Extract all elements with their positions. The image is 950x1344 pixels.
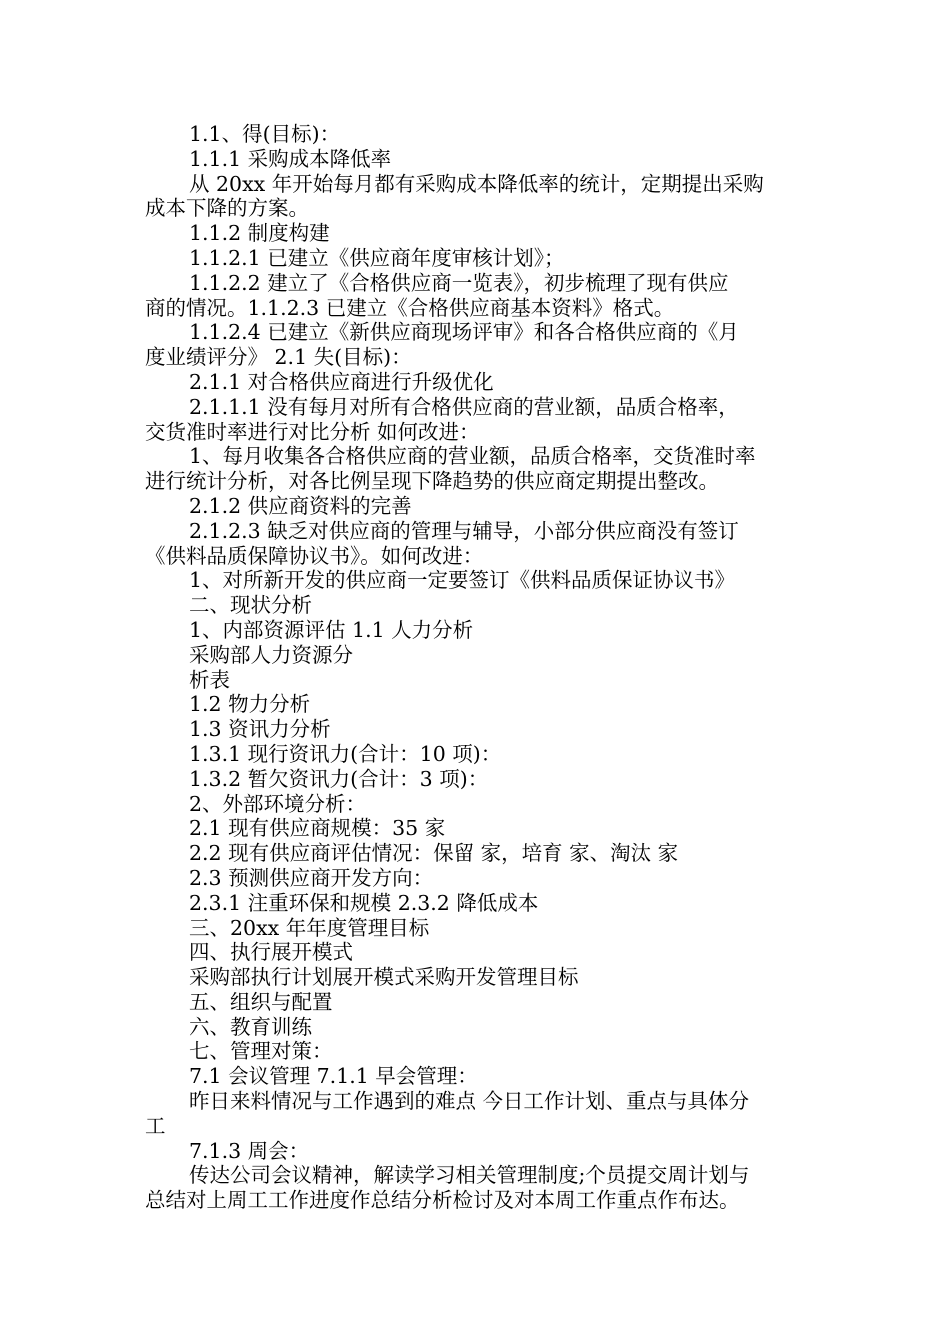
text-line: 1.1、得(目标)： [189,122,341,146]
text-line: 1、对所新开发的供应商一定要签订《供料品质保证协议书》 [189,568,736,593]
text-line: 二、现状分析 [189,593,312,618]
text-line: 2.1.2.3 缺乏对供应商的管理与辅导，小部分供应商没有签订 [189,518,739,543]
text-line: 2.3 预测供应商开发方向： [189,865,434,890]
text-line: 2.1.1 对合格供应商进行升级优化 [189,369,494,394]
text-line: 六、教育训练 [189,1014,312,1039]
text-line: 传达公司会议精神，解读学习相关管理制度;个员提交周计划与 [189,1163,750,1188]
text-line: 2.2 现有供应商评估情况：保留 家，培育 家、淘汰 家 [189,841,679,866]
text-line: 成本下降的方案。 [145,196,309,221]
text-line: 商的情况。1.1.2.3 已建立《合格供应商基本资料》格式。 [145,295,675,320]
text-line: 1.1.2 制度构建 [189,221,330,246]
document-body [145,122,815,1213]
text-line: 1.3.2 暂欠资讯力(合计：3 项)： [189,766,489,791]
text-line: 2.3.1 注重环保和规模 2.3.2 降低成本 [189,890,539,915]
text-line: 2.1 现有供应商规模：35 家 [189,816,446,841]
text-line: 采购部执行计划展开模式采购开发管理目标 [189,965,579,990]
text-line: 四、执行展开模式 [189,940,353,965]
text-line: 1、内部资源评估 1.1 人力分析 [189,617,474,642]
text-line: 2、外部环境分析： [189,791,367,816]
text-line: 进行统计分析，对各比例呈现下降趋势的供应商定期提出整改。 [145,469,719,494]
text-line: 五、组织与配置 [189,989,333,1014]
text-line: 析表 [189,667,230,692]
text-line: 度业绩评分》 2.1 失(目标)： [145,345,412,370]
text-line: 七、管理对策： [189,1039,333,1064]
text-line: 2.1.2 供应商资料的完善 [189,493,412,518]
text-line: 1.2 物力分析 [189,692,311,717]
text-line: 《供料品质保障协议书》。如何改进： [145,543,484,568]
text-line: 交货准时率进行对比分析 如何改进： [145,419,480,444]
text-line: 工 [145,1113,166,1138]
text-line: 总结对上周工工作进度作总结分析检讨及对本周工作重点作布达。 [145,1188,740,1213]
text-line: 7.1.3 周会： [189,1138,310,1163]
text-line: 1.1.1 采购成本降低率 [189,146,392,171]
text-line: 1.3 资讯力分析 [189,717,331,742]
text-line: 采购部人力资源分 [189,642,353,667]
text-line: 7.1 会议管理 7.1.1 早会管理： [189,1064,478,1089]
text-line: 1、每月收集各合格供应商的营业额，品质合格率，交货准时率 [189,444,756,469]
text-line: 1.3.1 现行资讯力(合计：10 项)： [189,741,502,766]
text-line: 1.1.2.1 已建立《供应商年度审核计划》； [189,245,565,270]
text-line: 2.1.1.1 没有每月对所有合格供应商的营业额，品质合格率， [189,394,739,419]
text-line: 昨日来料情况与工作遇到的难点 今日工作计划、重点与具体分 [189,1089,750,1114]
text-line: 从 20xx 年开始每月都有采购成本降低率的统计，定期提出采购 [189,171,764,196]
text-line: 1.1.2.2 建立了《合格供应商一览表》，初步梳理了现有供应 [189,270,729,295]
text-line: 三、20xx 年年度管理目标 [189,915,430,940]
text-line: 1.1.2.4 已建立《新供应商现场评审》和各合格供应商的《月 [189,320,739,345]
